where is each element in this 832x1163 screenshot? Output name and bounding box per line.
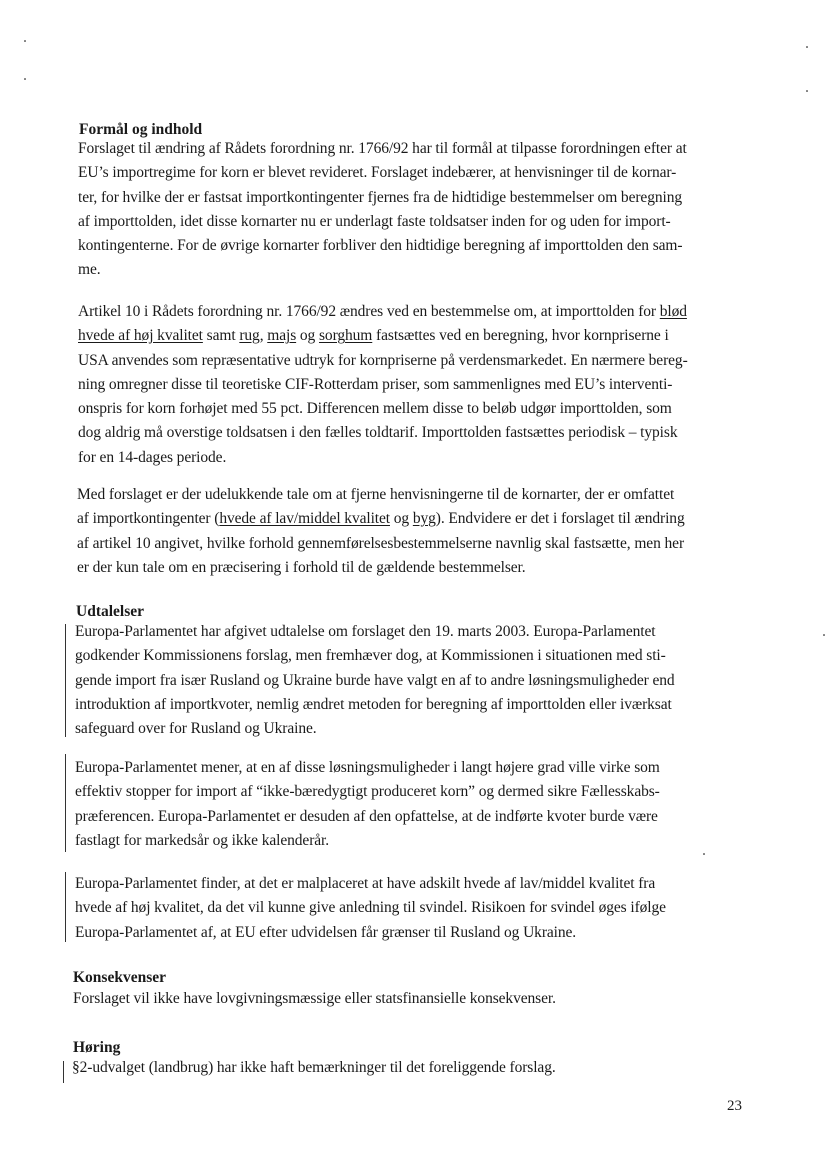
text-line: USA anvendes som repræsentative udtryk for kornpriserne på verdensmarkedet. En nærmere bereg- bbox=[78, 351, 688, 369]
underlined-term: byg bbox=[412, 510, 436, 528]
paragraph-udtalelser-3 bbox=[75, 872, 666, 945]
scan-speck bbox=[806, 46, 808, 48]
text-line: §2-udvalget (landbrug) har ikke haft bemærkninger til det foreliggende forslag. bbox=[72, 1059, 556, 1076]
text-run: , bbox=[259, 327, 268, 345]
section-heading-konsekvenser: Konsekvenser bbox=[73, 969, 166, 986]
text-line: effektiv stopper for import af “ikke-bæredygtigt produceret korn” og dermed sikre Fællesskabs- bbox=[75, 783, 660, 801]
text-line: af artikel 10 angivet, hvilke forhold gennemførelsesbestemmelserne navnlig skal fastsætte, men her bbox=[77, 534, 684, 552]
section-heading-udtalelser: Udtalelser bbox=[76, 603, 145, 620]
text-line: fastlagt for markedsår og ikke kalenderår. bbox=[75, 831, 330, 849]
text-line: godkender Kommissionens forslag, men fremhæver dog, at Kommissionen i situationen med sti- bbox=[75, 647, 666, 665]
text-line: Europa-Parlamentet har afgivet udtalelse om forslaget den 19. marts 2003. Europa-Parlamentet bbox=[75, 623, 656, 640]
text-line: Europa-Parlamentet af, at EU efter udvidelsen får grænser til Rusland og Ukraine. bbox=[75, 923, 577, 941]
text-run: og bbox=[296, 327, 319, 345]
text-line: dog aldrig må overstige toldsatsen i den fælles toldtarif. Importtolden fastsættes periodisk – typisk bbox=[78, 424, 678, 442]
scan-speck bbox=[24, 40, 26, 42]
text-run: og bbox=[389, 510, 413, 528]
page-number: 23 bbox=[727, 1098, 742, 1114]
underlined-term: majs bbox=[267, 327, 297, 345]
text-line: ning omregner disse til teoretiske CIF-Rotterdam priser, som sammenlignes med EU’s interventi- bbox=[78, 375, 673, 393]
scan-speck bbox=[703, 853, 705, 855]
text-run: fastsættes ved en beregning, hvor kornpriserne i bbox=[372, 327, 669, 345]
underlined-term: hvede af høj kvalitet bbox=[78, 327, 203, 345]
paragraph-formaal-1 bbox=[78, 137, 687, 283]
text-line: safeguard over for Rusland og Ukraine. bbox=[75, 720, 317, 738]
text-run: Artikel 10 i Rådets forordning nr. 1766/92 ændres ved en bestemmelse om, at importtolden for bbox=[78, 303, 660, 320]
text-line: præferencen. Europa-Parlamentet er desuden af den opfattelse, at de indførte kvoter burde være bbox=[75, 807, 658, 825]
scan-speck bbox=[24, 78, 26, 80]
revision-margin-bar bbox=[65, 872, 66, 942]
paragraph-udtalelser-1 bbox=[75, 620, 675, 741]
text-line: kontingenterne. For de øvrige kornarter forbliver den hidtidige beregning af importtolden den sam- bbox=[78, 237, 683, 255]
text-line: Forslaget vil ikke have lovgivningsmæssige eller statsfinansielle konsekvenser. bbox=[73, 990, 556, 1007]
text-line: hvede af høj kvalitet, da det vil kunne give anledning til svindel. Risikoen for svindel øges ifølge bbox=[75, 899, 666, 917]
section-heading-formaal: Formål og indhold bbox=[79, 121, 203, 138]
text-run: samt bbox=[202, 327, 240, 345]
paragraph-formaal-3 bbox=[77, 483, 685, 580]
text-line: af importtolden, idet disse kornarter nu er underlagt faste toldsatser inden for og uden for import- bbox=[78, 212, 671, 230]
paragraph-formaal-2 bbox=[78, 300, 688, 470]
text-line: Europa-Parlamentet mener, at en af disse løsningsmuligheder i langt højere grad ville virke som bbox=[75, 759, 660, 776]
text-line: me. bbox=[78, 261, 101, 279]
paragraph-udtalelser-2 bbox=[75, 756, 660, 853]
text-run: ). Endvidere er det i forslaget til ændring bbox=[435, 510, 685, 528]
paragraph-konsekvenser bbox=[73, 987, 556, 1011]
text-line: gende import fra især Rusland og Ukraine burde have valgt en af to andre løsningsmuligheder end bbox=[75, 671, 675, 689]
text-line: for en 14-dages periode. bbox=[78, 448, 227, 466]
scan-speck bbox=[806, 90, 808, 92]
text-line bbox=[78, 324, 688, 348]
text-line: er der kun tale om en præcisering i forhold til de gældende bestemmelser. bbox=[77, 558, 526, 576]
revision-margin-bar bbox=[63, 1061, 64, 1083]
paragraph-hoering bbox=[72, 1056, 556, 1080]
text-line: Med forslaget er der udelukkende tale om at fjerne henvisningerne til de kornarter, der er omfattet bbox=[77, 486, 675, 503]
section-heading-hoering: Høring bbox=[73, 1039, 121, 1056]
underlined-term: hvede af lav/middel kvalitet bbox=[219, 510, 390, 528]
text-line bbox=[77, 507, 685, 531]
scan-speck bbox=[823, 634, 825, 636]
text-line: onspris for korn forhøjet med 55 pct. Differencen mellem disse to beløb udgør importtolden, som bbox=[78, 400, 672, 418]
text-line: EU’s importregime for korn er blevet revideret. Forslaget indebærer, at henvisninger til de kornar- bbox=[78, 164, 677, 182]
text-line: introduktion af importkvoter, nemlig ændret metoden for beregning af importtolden eller iværksat bbox=[75, 695, 672, 713]
text-line: Forslaget til ændring af Rådets forordning nr. 1766/92 har til formål at tilpasse forordningen efter at bbox=[78, 140, 687, 157]
text-line: Europa-Parlamentet finder, at det er malplaceret at have adskilt hvede af lav/middel kvalitet fra bbox=[75, 875, 656, 892]
underlined-term: sorghum bbox=[318, 327, 373, 345]
revision-margin-bar bbox=[65, 754, 66, 852]
revision-margin-bar bbox=[65, 624, 66, 737]
underlined-term: blød bbox=[659, 303, 687, 320]
underlined-term: rug bbox=[239, 327, 260, 345]
text-line bbox=[78, 300, 688, 324]
text-line: ter, for hvilke der er fastsat importkontingenter fjernes fra de hidtidige bestemmelser om beregning bbox=[78, 188, 683, 206]
text-run: af importkontingenter ( bbox=[77, 510, 220, 528]
